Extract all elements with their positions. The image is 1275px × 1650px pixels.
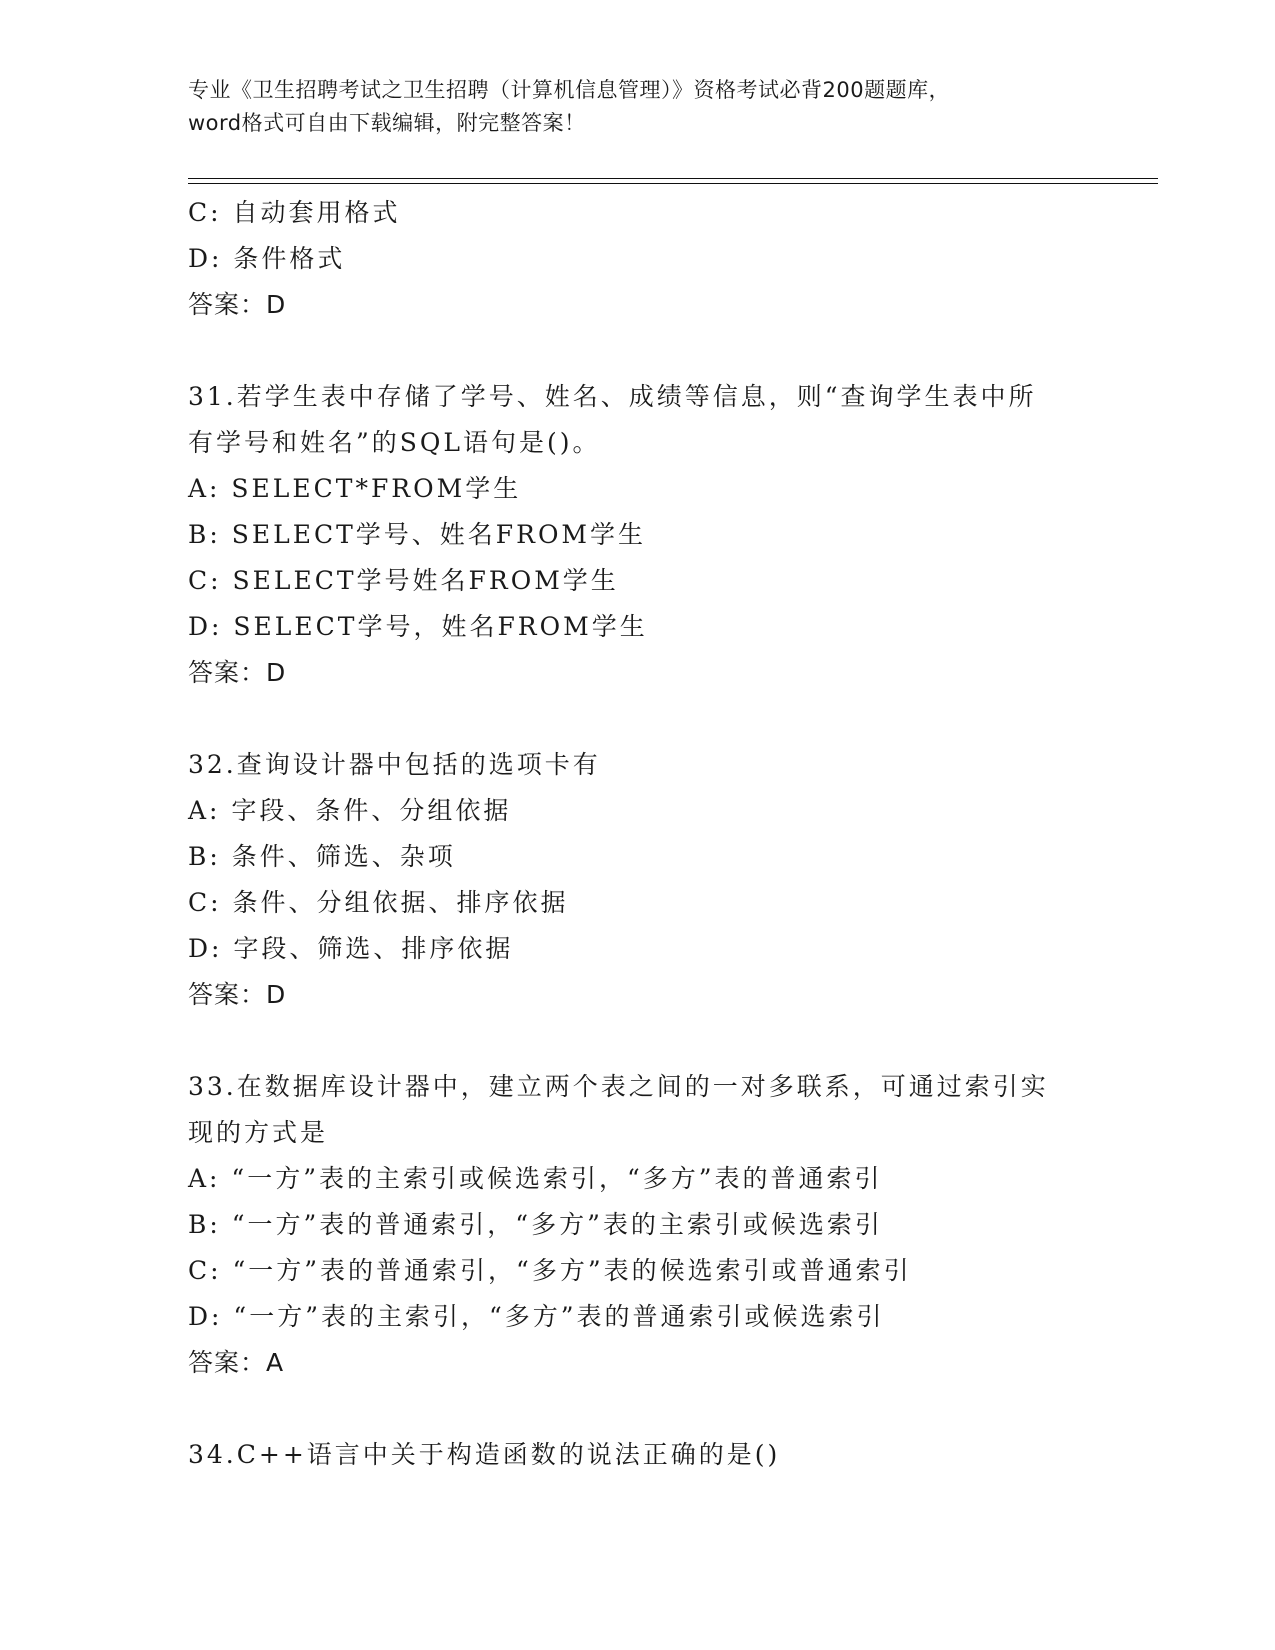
answer: 答案：D: [188, 290, 287, 319]
option-b: B: “一方”表的普通索引，“多方”表的主索引或候选索引: [188, 1210, 883, 1239]
question-stem: 32.查询设计器中包括的选项卡有: [188, 750, 601, 779]
option-d: D: 字段、筛选、排序依据: [188, 934, 514, 963]
header-divider-top: [188, 178, 1158, 179]
document-header: [188, 74, 1088, 140]
option-c: C: “一方”表的普通索引，“多方”表的候选索引或普通索引: [188, 1256, 912, 1285]
question-stem-continued: 现的方式是: [188, 1118, 329, 1147]
option-a: A: “一方”表的主索引或候选索引，“多方”表的普通索引: [188, 1164, 883, 1193]
option-c: C: 自动套用格式: [188, 198, 401, 227]
header-divider-bottom: [188, 183, 1158, 184]
answer: 答案：D: [188, 980, 287, 1009]
spacer: [188, 696, 1088, 742]
question-stem-continued: 有学号和姓名”的SQL语句是()。: [188, 428, 601, 457]
option-d: D: SELECT学号，姓名FROM学生: [188, 612, 648, 641]
question-stem: 33.在数据库设计器中，建立两个表之间的一对多联系，可通过索引实: [188, 1072, 1049, 1101]
header-line-1: 专业《卫生招聘考试之卫生招聘（计算机信息管理）》资格考试必背200题题库，: [188, 78, 951, 102]
question-list: [188, 190, 1088, 1478]
answer: 答案：A: [188, 1348, 285, 1377]
option-d: D: “一方”表的主索引，“多方”表的普通索引或候选索引: [188, 1302, 885, 1331]
question-34: [188, 1432, 1088, 1478]
option-b: B: 条件、筛选、杂项: [188, 842, 456, 871]
question-stem: 34.C++语言中关于构造函数的说法正确的是(): [188, 1440, 781, 1469]
option-c: C: SELECT学号姓名FROM学生: [188, 566, 619, 595]
answer: 答案：D: [188, 658, 287, 687]
option-a: A: SELECT*FROM学生: [188, 474, 522, 503]
question-stem: 31.若学生表中存储了学号、姓名、成绩等信息，则“查询学生表中所: [188, 382, 1037, 411]
option-b: B: SELECT学号、姓名FROM学生: [188, 520, 647, 549]
header-line-2: word格式可自由下载编辑，附完整答案！: [188, 111, 586, 135]
option-c: C: 条件、分组依据、排序依据: [188, 888, 569, 917]
spacer: [188, 1386, 1088, 1432]
option-d: D: 条件格式: [188, 244, 346, 273]
option-a: A: 字段、条件、分组依据: [188, 796, 512, 825]
question-30: [188, 190, 1088, 328]
question-32: [188, 742, 1088, 1018]
spacer: [188, 1018, 1088, 1064]
spacer: [188, 328, 1088, 374]
question-31: [188, 374, 1088, 696]
question-33: [188, 1064, 1088, 1386]
